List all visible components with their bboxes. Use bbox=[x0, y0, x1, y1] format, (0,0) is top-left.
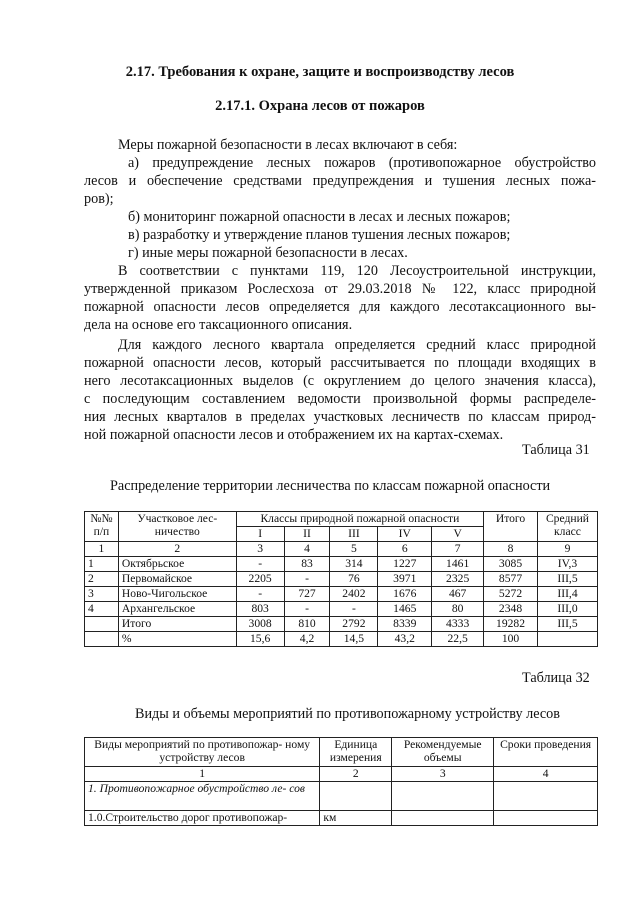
table-cell: км bbox=[320, 811, 392, 826]
text-line: пожарной опасности лесов, который рассчитывается по площади входящих в bbox=[84, 355, 596, 371]
table-cell: 1461 bbox=[432, 557, 484, 572]
text-line: дела на основе его таксационного описания. bbox=[84, 317, 353, 333]
text-line: Для каждого лесного квартала определяется средний класс природной bbox=[118, 337, 596, 353]
table-cell bbox=[85, 632, 119, 647]
header-cell: III bbox=[330, 527, 378, 542]
table-cell: Итого bbox=[118, 617, 236, 632]
header-cell: 2 bbox=[118, 542, 236, 557]
table-cell: - bbox=[236, 557, 284, 572]
table-cell: 2348 bbox=[484, 602, 538, 617]
table-cell: 1 bbox=[85, 557, 119, 572]
table-cell: 5272 bbox=[484, 587, 538, 602]
table-cell: 3971 bbox=[378, 572, 432, 587]
text-line: В соответствии с пунктами 119, 120 Лесоустроительной инструкции, bbox=[118, 263, 596, 279]
header-cell: Средний класс bbox=[537, 512, 597, 542]
header-cell: 3 bbox=[392, 767, 494, 782]
table-row bbox=[85, 782, 598, 811]
text-line: ной пожарной опасности лесов и отображением их на картах-схемах. bbox=[84, 427, 504, 443]
table-cell: III,0 bbox=[537, 602, 597, 617]
table32-label: Таблица 32 bbox=[522, 670, 590, 686]
table-header-row bbox=[85, 738, 598, 767]
table-cell: 2402 bbox=[330, 587, 378, 602]
table-row bbox=[85, 557, 598, 572]
table-cell: Первомайское bbox=[118, 572, 236, 587]
table-cell: 8339 bbox=[378, 617, 432, 632]
text-line: в) разработку и утверждение планов тушения лесных пожаров; bbox=[128, 227, 511, 243]
table-cell bbox=[392, 811, 494, 826]
text-line: б) мониторинг пожарной опасности в лесах и лесных пожаров; bbox=[128, 209, 511, 225]
table-row bbox=[85, 572, 598, 587]
table-cell: 727 bbox=[284, 587, 330, 602]
header-cell: Виды мероприятий по противопожар- ному устройству лесов bbox=[85, 738, 320, 767]
section-heading: 2.17. Требования к охране, защите и воспроизводству лесов bbox=[125, 64, 515, 80]
table-cell bbox=[494, 811, 598, 826]
header-cell: Сроки проведения bbox=[494, 738, 598, 767]
table-cell: 1.0.Строительство дорог противопожар- bbox=[85, 811, 320, 826]
header-cell: 3 bbox=[236, 542, 284, 557]
table-row bbox=[85, 587, 598, 602]
header-cell: Участковое лес- ничество bbox=[118, 512, 236, 542]
header-cell: Итого bbox=[484, 512, 538, 542]
table-cell: 8577 bbox=[484, 572, 538, 587]
table-cell: 1676 bbox=[378, 587, 432, 602]
table-cell: 3 bbox=[85, 587, 119, 602]
text-line: с последующим составлением ведомости произвольной формы распределе- bbox=[84, 391, 596, 407]
table-cell: 4 bbox=[85, 602, 119, 617]
header-cell: 2 bbox=[320, 767, 392, 782]
column-number-row bbox=[85, 542, 598, 557]
column-number-row bbox=[85, 767, 598, 782]
table-row-total bbox=[85, 617, 598, 632]
table-cell: 76 bbox=[330, 572, 378, 587]
table-cell: Октябрьское bbox=[118, 557, 236, 572]
table-cell bbox=[85, 617, 119, 632]
text-line: а) предупреждение лесных пожаров (противопожарное обустройство bbox=[128, 155, 596, 171]
table-cell: - bbox=[330, 602, 378, 617]
table32 bbox=[84, 737, 598, 826]
table-cell: 15,6 bbox=[236, 632, 284, 647]
table-cell: - bbox=[284, 602, 330, 617]
header-cell: II bbox=[284, 527, 330, 542]
table-cell: 43,2 bbox=[378, 632, 432, 647]
table-row-percent bbox=[85, 632, 598, 647]
table-cell: 2792 bbox=[330, 617, 378, 632]
header-cell: Рекомендуемые объемы bbox=[392, 738, 494, 767]
table-header-row bbox=[85, 512, 598, 527]
header-cell: Единица измерения bbox=[320, 738, 392, 767]
table-cell: III,5 bbox=[537, 572, 597, 587]
header-cell: 7 bbox=[432, 542, 484, 557]
text-line: пожарной опасности лесов определяется для каждого лесотаксационного вы- bbox=[84, 299, 596, 315]
table-cell: - bbox=[284, 572, 330, 587]
text-line: Меры пожарной безопасности в лесах включают в себя: bbox=[118, 137, 458, 153]
table-cell: 100 bbox=[484, 632, 538, 647]
text-line: г) иные меры пожарной безопасности в лесах. bbox=[128, 245, 408, 261]
table-cell: - bbox=[236, 587, 284, 602]
text-line: утвержденной приказом Рослесхоза от 29.03.2018 № 122, класс природной bbox=[84, 281, 596, 297]
table-cell: Ново-Чигольское bbox=[118, 587, 236, 602]
table-cell bbox=[537, 632, 597, 647]
table-cell: 314 bbox=[330, 557, 378, 572]
subsection-heading: 2.17.1. Охрана лесов от пожаров bbox=[215, 98, 425, 114]
table-row bbox=[85, 602, 598, 617]
header-cell: 4 bbox=[494, 767, 598, 782]
table-cell bbox=[392, 782, 494, 811]
header-cell: 8 bbox=[484, 542, 538, 557]
table-cell: 83 bbox=[284, 557, 330, 572]
header-cell: 6 bbox=[378, 542, 432, 557]
text-line: него лесотаксационных выделов (с округлением до целого значения класса), bbox=[84, 373, 596, 389]
text-line: ров); bbox=[84, 191, 114, 207]
table-cell: 4,2 bbox=[284, 632, 330, 647]
table-cell: III,4 bbox=[537, 587, 597, 602]
header-cell: 4 bbox=[284, 542, 330, 557]
table-cell: 4333 bbox=[432, 617, 484, 632]
table31 bbox=[84, 511, 598, 647]
header-cell: I bbox=[236, 527, 284, 542]
header-cell: 1 bbox=[85, 767, 320, 782]
table31-title: Распределение территории лесничества по классам пожарной опасности bbox=[110, 478, 551, 494]
table-cell: Архангельское bbox=[118, 602, 236, 617]
header-cell: Классы природной пожарной опасности bbox=[236, 512, 483, 527]
table-cell: 1227 bbox=[378, 557, 432, 572]
table31-label: Таблица 31 bbox=[522, 442, 590, 458]
text-line: лесов и обеспечение средствами предупреждения и тушения лесных пожа- bbox=[84, 173, 596, 189]
table-cell: 3008 bbox=[236, 617, 284, 632]
header-cell: IV bbox=[378, 527, 432, 542]
text-line: ния лесных кварталов в пределах участковых лесничеств по классам природ- bbox=[84, 409, 596, 425]
table-cell: 80 bbox=[432, 602, 484, 617]
table-cell: 22,5 bbox=[432, 632, 484, 647]
table-cell: 2205 bbox=[236, 572, 284, 587]
table32-title: Виды и объемы мероприятий по противопожарному устройству лесов bbox=[135, 706, 560, 722]
table-cell: 2 bbox=[85, 572, 119, 587]
header-cell: 1 bbox=[85, 542, 119, 557]
table-cell: 810 bbox=[284, 617, 330, 632]
table-cell bbox=[320, 782, 392, 811]
table-cell: 2325 bbox=[432, 572, 484, 587]
table-cell: 467 bbox=[432, 587, 484, 602]
header-cell: 5 bbox=[330, 542, 378, 557]
table-cell: % bbox=[118, 632, 236, 647]
table-cell bbox=[494, 782, 598, 811]
header-cell: V bbox=[432, 527, 484, 542]
table-cell: 1465 bbox=[378, 602, 432, 617]
table-cell: 19282 bbox=[484, 617, 538, 632]
table-row bbox=[85, 811, 598, 826]
table-cell: III,5 bbox=[537, 617, 597, 632]
table-cell: IV,3 bbox=[537, 557, 597, 572]
table-cell: 3085 bbox=[484, 557, 538, 572]
header-cell: №№ п/п bbox=[85, 512, 119, 542]
header-cell: 9 bbox=[537, 542, 597, 557]
table-cell: 803 bbox=[236, 602, 284, 617]
table-cell: 14,5 bbox=[330, 632, 378, 647]
table-cell: 1. Противопожарное обустройство ле- сов bbox=[85, 782, 320, 811]
